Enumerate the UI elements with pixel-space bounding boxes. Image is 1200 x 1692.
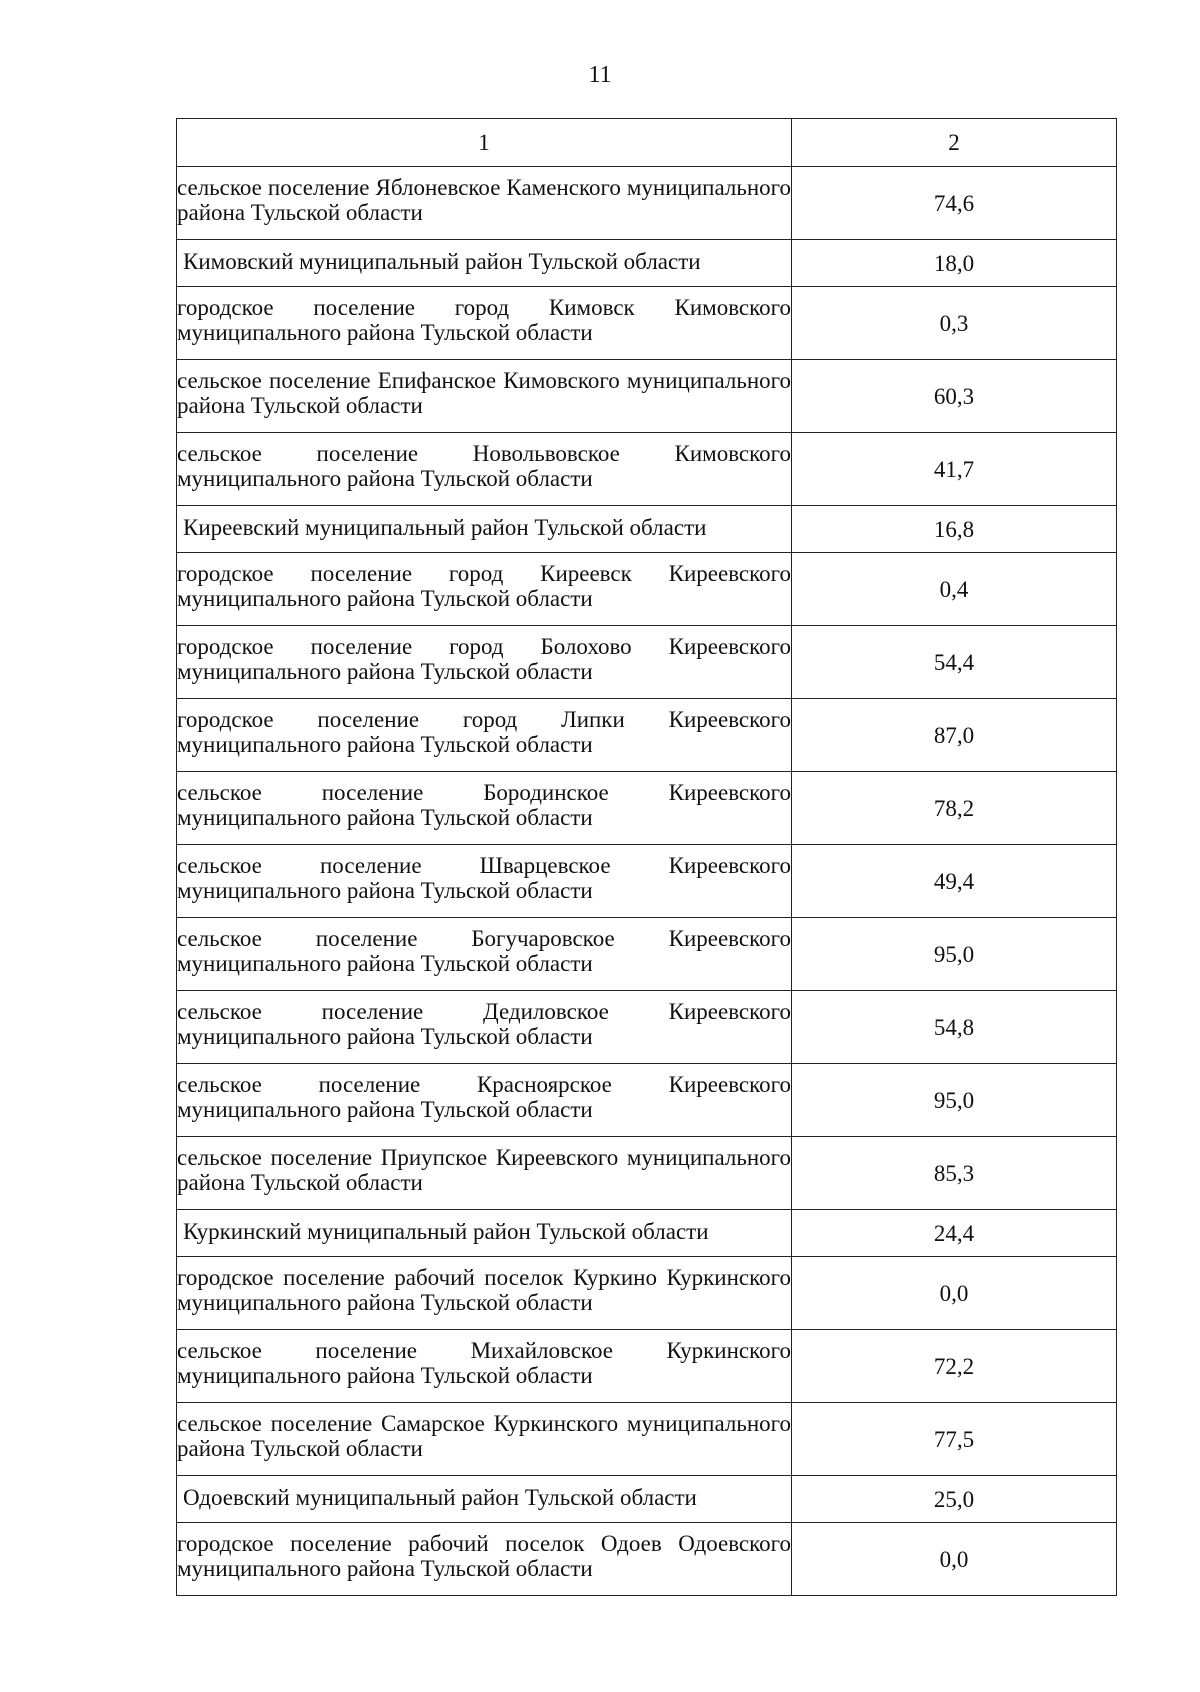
municipality-name-cell: сельское поселение Самарское Куркинского муниципального района Тульской области xyxy=(177,1403,792,1476)
value-cell: 77,5 xyxy=(792,1403,1117,1476)
table-row xyxy=(177,167,1117,240)
value-cell: 54,8 xyxy=(792,991,1117,1064)
municipality-name-cell: городское поселение город Кимовск Кимовского муниципального района Тульской области xyxy=(177,287,792,360)
data-table xyxy=(176,118,1117,1596)
value-cell: 72,2 xyxy=(792,1330,1117,1403)
table-row xyxy=(177,1403,1117,1476)
municipality-name-cell: Куркинский муниципальный район Тульской области xyxy=(177,1210,792,1257)
table-row xyxy=(177,1523,1117,1596)
table-row xyxy=(177,553,1117,626)
municipality-name-cell: сельское поселение Епифанское Кимовского муниципального района Тульской области xyxy=(177,360,792,433)
municipality-name-cell: сельское поселение Дедиловское Киреевского муниципального района Тульской области xyxy=(177,991,792,1064)
table-row xyxy=(177,1137,1117,1210)
value-cell: 95,0 xyxy=(792,1064,1117,1137)
value-cell: 18,0 xyxy=(792,240,1117,287)
value-cell: 16,8 xyxy=(792,506,1117,553)
value-cell: 0,3 xyxy=(792,287,1117,360)
value-cell: 41,7 xyxy=(792,433,1117,506)
municipality-name-cell: Киреевский муниципальный район Тульской области xyxy=(177,506,792,553)
table-row xyxy=(177,1257,1117,1330)
table-row xyxy=(177,626,1117,699)
value-cell: 25,0 xyxy=(792,1476,1117,1523)
table-row xyxy=(177,1330,1117,1403)
value-cell: 49,4 xyxy=(792,845,1117,918)
municipality-name-cell: городское поселение город Болохово Киреевского муниципального района Тульской области xyxy=(177,626,792,699)
column-header-2: 2 xyxy=(792,119,1117,167)
value-cell: 74,6 xyxy=(792,167,1117,240)
table-row xyxy=(177,287,1117,360)
municipality-name-cell: городское поселение рабочий поселок Куркино Куркинского муниципального района Тульской области xyxy=(177,1257,792,1330)
municipality-name-cell: сельское поселение Новольвовское Кимовского муниципального района Тульской области xyxy=(177,433,792,506)
table-row xyxy=(177,1064,1117,1137)
table-row xyxy=(177,240,1117,287)
table-row xyxy=(177,845,1117,918)
table-header-row xyxy=(177,119,1117,167)
value-cell: 0,0 xyxy=(792,1523,1117,1596)
page-number: 11 xyxy=(588,62,612,88)
municipality-name-cell: Одоевский муниципальный район Тульской области xyxy=(177,1476,792,1523)
municipality-name-cell: сельское поселение Яблоневское Каменского муниципального района Тульской области xyxy=(177,167,792,240)
municipality-name-cell: сельское поселение Михайловское Куркинского муниципального района Тульской области xyxy=(177,1330,792,1403)
municipality-name-cell: сельское поселение Бородинское Киреевского муниципального района Тульской области xyxy=(177,772,792,845)
municipality-name-cell: Кимовский муниципальный район Тульской области xyxy=(177,240,792,287)
value-cell: 87,0 xyxy=(792,699,1117,772)
table-row xyxy=(177,506,1117,553)
municipality-name-cell: городское поселение рабочий поселок Одоев Одоевского муниципального района Тульской области xyxy=(177,1523,792,1596)
value-cell: 78,2 xyxy=(792,772,1117,845)
value-cell: 54,4 xyxy=(792,626,1117,699)
municipality-name-cell: городское поселение город Киреевск Киреевского муниципального района Тульской области xyxy=(177,553,792,626)
value-cell: 85,3 xyxy=(792,1137,1117,1210)
value-cell: 0,4 xyxy=(792,553,1117,626)
table-row xyxy=(177,699,1117,772)
table-body xyxy=(177,167,1117,1596)
table-row xyxy=(177,360,1117,433)
table-row xyxy=(177,1210,1117,1257)
column-header-1: 1 xyxy=(177,119,792,167)
municipality-name-cell: сельское поселение Богучаровское Киреевского муниципального района Тульской области xyxy=(177,918,792,991)
municipality-name-cell: городское поселение город Липки Киреевского муниципального района Тульской области xyxy=(177,699,792,772)
table-row xyxy=(177,772,1117,845)
municipality-name-cell: сельское поселение Шварцевское Киреевского муниципального района Тульской области xyxy=(177,845,792,918)
table-row xyxy=(177,918,1117,991)
table-row xyxy=(177,991,1117,1064)
value-cell: 0,0 xyxy=(792,1257,1117,1330)
table-row xyxy=(177,1476,1117,1523)
value-cell: 95,0 xyxy=(792,918,1117,991)
value-cell: 60,3 xyxy=(792,360,1117,433)
table-row xyxy=(177,433,1117,506)
municipality-name-cell: сельское поселение Красноярское Киреевского муниципального района Тульской области xyxy=(177,1064,792,1137)
value-cell: 24,4 xyxy=(792,1210,1117,1257)
municipality-name-cell: сельское поселение Приупское Киреевского муниципального района Тульской области xyxy=(177,1137,792,1210)
